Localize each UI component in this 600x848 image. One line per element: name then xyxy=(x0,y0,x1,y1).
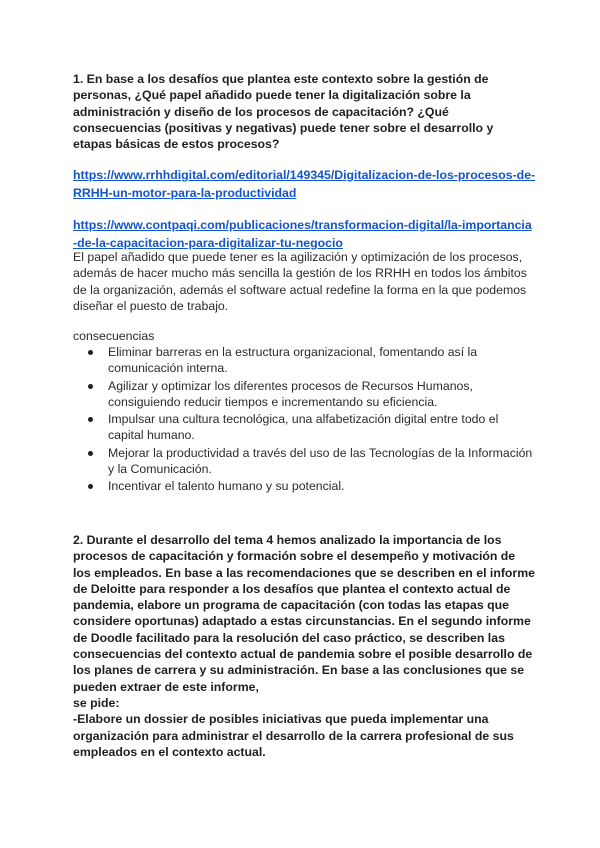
list-item-text: Agilizar y optimizar los diferentes procesos de Recursos Humanos, xyxy=(108,378,473,393)
question-1-line: personas, ¿Qué papel añadido puede tener la digitalización sobre la xyxy=(73,88,471,103)
list-item-text: Mejorar la productividad a través del uso de las Tecnologías de la Información xyxy=(108,445,533,460)
bullet-icon xyxy=(88,417,93,422)
bullet-icon xyxy=(88,484,93,489)
link-line[interactable]: RRHH-un-motor-para-la-productividad xyxy=(73,186,297,200)
list-item xyxy=(73,411,533,444)
question-2-line: pueden extraer de este informe, xyxy=(73,679,259,694)
answer-1-line: diseñar el puesto de trabajo. xyxy=(73,298,229,313)
consequences-list xyxy=(73,344,533,496)
question-2-line: se pide: xyxy=(73,695,120,710)
link-line[interactable]: https://www.rrhhdigital.com/editorial/149345/Digitalizacion-de-los-procesos-de- xyxy=(73,168,536,182)
question-2-line: de Deloitte para responder a los desafíos que plantea el contexto actual de xyxy=(73,581,511,596)
question-2-line: de Doodle facilitado para la resolución del caso práctico, se describen las xyxy=(73,630,505,645)
list-item-text: Impulsar una cultura tecnológica, una alfabetización digital entre todo el xyxy=(108,412,499,427)
link-line[interactable]: -de-la-capacitacion-para-digitalizar-tu-negocio xyxy=(73,236,343,250)
question-1 xyxy=(73,71,533,152)
question-2 xyxy=(73,532,533,760)
question-2-line: procesos de capacitación y formación sobre el desempeño y motivación de xyxy=(73,549,516,564)
list-item-text: comunicación interna. xyxy=(108,361,228,376)
question-2-line: empleados en el contexto actual. xyxy=(73,744,266,759)
question-2-line: los empleados. En base a las recomendaciones que se describen en el informe xyxy=(73,565,535,580)
question-1-line: 1. En base a los desafíos que plantea este contexto sobre la gestión de xyxy=(73,72,489,86)
question-1-line: consecuencias (positivas y negativas) puede tener sobre el desarrollo y xyxy=(73,120,494,135)
question-2-line: los planes de carrera y su administración. En base a las conclusiones que se xyxy=(73,663,525,678)
list-item-text: Eliminar barreras en la estructura organizacional, fomentando así la xyxy=(108,345,478,359)
question-2-line: pandemia, elabore un programa de capacitación (con todas las etapas que xyxy=(73,598,509,613)
question-2-line: consecuencias del contexto actual de pandemia sobre el posible desarrollo de xyxy=(73,647,533,662)
bullet-icon xyxy=(88,451,93,456)
question-2-line: -Elabore un dossier de posibles iniciativas que pueda implementar una xyxy=(73,712,489,727)
reference-link-contpaqi[interactable] xyxy=(73,216,533,252)
question-1-line: administración y diseño de los procesos de capacitación? ¿Qué xyxy=(73,104,449,119)
question-1-line: etapas básicas de estos procesos? xyxy=(73,137,280,152)
list-item xyxy=(73,344,533,377)
reference-link-rrhhdigital[interactable] xyxy=(73,166,536,202)
answer-1 xyxy=(73,249,533,314)
list-item-text: Incentivar el talento humano y su potencial. xyxy=(108,479,345,494)
question-2-line: 2. Durante el desarrollo del tema 4 hemos analizado la importancia de los xyxy=(73,533,502,547)
list-item xyxy=(73,478,533,494)
answer-1-line: El papel añadido que puede tener es la agilización y optimización de los procesos, xyxy=(73,250,523,264)
answer-1-line: además de hacer mucho más sencilla la gestión de los RRHH en todos los ámbitos xyxy=(73,266,527,281)
question-2-line: organización para administrar el desarrollo de la carrera profesional de sus xyxy=(73,728,514,743)
list-item xyxy=(73,378,533,411)
question-2-line: considere oportunas) adaptado a estas circunstancias. En el segundo informe xyxy=(73,614,531,629)
list-item-text: consiguiendo reducir tiempos e incrementando su eficiencia. xyxy=(108,394,438,409)
bullet-icon xyxy=(88,384,93,389)
link-line[interactable]: https://www.contpaqi.com/publicaciones/transformacion-digital/la-importancia xyxy=(73,218,532,232)
list-item-text: y la Comunicación. xyxy=(108,462,212,477)
list-item-text: capital humano. xyxy=(108,428,195,443)
bullet-icon xyxy=(88,350,93,355)
consequences-heading: consecuencias xyxy=(73,329,155,343)
answer-1-line: de la organización, además el software actual redefine la forma en la que podemos xyxy=(73,282,527,297)
list-item xyxy=(73,445,533,478)
